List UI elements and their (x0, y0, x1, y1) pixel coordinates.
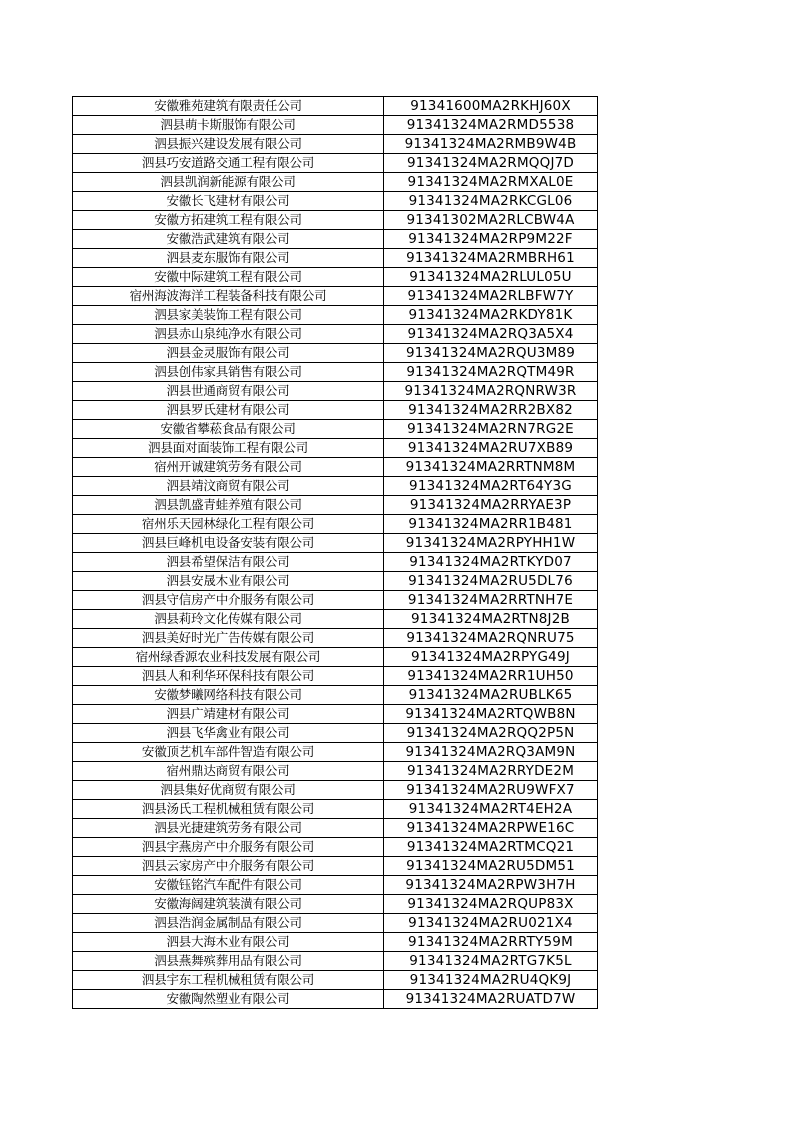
credit-code-cell: 91341324MA2RTG7K5L (384, 952, 598, 971)
company-name-cell: 泗县燕舞殡葬用品有限公司 (73, 952, 384, 971)
company-name-cell: 泗县罗氏建材有限公司 (73, 401, 384, 420)
credit-code-cell: 91341324MA2RPYG49J (384, 648, 598, 667)
credit-code-cell: 91341324MA2RQU3M89 (384, 344, 598, 363)
table-row (73, 420, 598, 439)
table-row (73, 648, 598, 667)
table-row (73, 952, 598, 971)
table-row (73, 800, 598, 819)
company-name-cell: 安徽梦曦网络科技有限公司 (73, 686, 384, 705)
credit-code-cell: 91341600MA2RKHJ60X (384, 97, 598, 116)
table-row (73, 363, 598, 382)
company-name-cell: 泗县飞华禽业有限公司 (73, 724, 384, 743)
company-name-cell: 宿州乐天园林绿化工程有限公司 (73, 515, 384, 534)
table-row (73, 686, 598, 705)
table-row (73, 401, 598, 420)
table-row (73, 458, 598, 477)
credit-code-cell: 91341324MA2RQUP83X (384, 895, 598, 914)
credit-code-cell: 91341324MA2RP9M22F (384, 230, 598, 249)
table-row (73, 173, 598, 192)
company-name-cell: 安徽海阔建筑装潢有限公司 (73, 895, 384, 914)
company-name-cell: 宿州海波海洋工程装备科技有限公司 (73, 287, 384, 306)
table-row (73, 325, 598, 344)
credit-code-cell: 91341324MA2RU7XB89 (384, 439, 598, 458)
table-row (73, 534, 598, 553)
company-name-cell: 泗县振兴建设发展有限公司 (73, 135, 384, 154)
credit-code-cell: 91341324MA2RLUL05U (384, 268, 598, 287)
credit-code-cell: 91341324MA2RUBLK65 (384, 686, 598, 705)
company-name-cell: 泗县广靖建材有限公司 (73, 705, 384, 724)
company-name-cell: 泗县宇东工程机械租赁有限公司 (73, 971, 384, 990)
company-name-cell: 泗县大海木业有限公司 (73, 933, 384, 952)
credit-code-cell: 91341324MA2RPW3H7H (384, 876, 598, 895)
credit-code-cell: 91341324MA2RR1UH50 (384, 667, 598, 686)
company-name-cell: 泗县凯盛青蛙养殖有限公司 (73, 496, 384, 515)
company-name-cell: 安徽陶然塑业有限公司 (73, 990, 384, 1009)
table-row (73, 439, 598, 458)
table-row (73, 838, 598, 857)
credit-code-cell: 91341324MA2RTQWB8N (384, 705, 598, 724)
table-row (73, 496, 598, 515)
table-row (73, 553, 598, 572)
company-name-cell: 安徽浩武建筑有限公司 (73, 230, 384, 249)
table-row (73, 857, 598, 876)
table-row (73, 933, 598, 952)
table-row (73, 591, 598, 610)
table-row (73, 306, 598, 325)
table-row (73, 876, 598, 895)
credit-code-cell: 91341324MA2RRTNH7E (384, 591, 598, 610)
credit-code-cell: 91341324MA2RUATD7W (384, 990, 598, 1009)
credit-code-cell: 91341324MA2RKDY81K (384, 306, 598, 325)
credit-code-cell: 91341324MA2RU5DL76 (384, 572, 598, 591)
table-row (73, 895, 598, 914)
credit-code-cell: 91341324MA2RLBFW7Y (384, 287, 598, 306)
table-row (73, 724, 598, 743)
credit-code-cell: 91341324MA2RRTNM8M (384, 458, 598, 477)
table-row (73, 211, 598, 230)
company-name-cell: 泗县麦东服饰有限公司 (73, 249, 384, 268)
table-row (73, 477, 598, 496)
company-name-cell: 泗县光捷建筑劳务有限公司 (73, 819, 384, 838)
table-row (73, 629, 598, 648)
company-table (72, 96, 598, 1009)
company-name-cell: 安徽省攀菘食品有限公司 (73, 420, 384, 439)
company-name-cell: 泗县创伟家具销售有限公司 (73, 363, 384, 382)
credit-code-cell: 91341324MA2RQTM49R (384, 363, 598, 382)
credit-code-cell: 91341302MA2RLCBW4A (384, 211, 598, 230)
table-row (73, 705, 598, 724)
table-row (73, 135, 598, 154)
company-table-body (73, 97, 598, 1009)
company-name-cell: 泗县世通商贸有限公司 (73, 382, 384, 401)
credit-code-cell: 91341324MA2RKCGL06 (384, 192, 598, 211)
credit-code-cell: 91341324MA2RPWE16C (384, 819, 598, 838)
table-row (73, 116, 598, 135)
table-row (73, 249, 598, 268)
table-row (73, 572, 598, 591)
company-name-cell: 泗县安晟木业有限公司 (73, 572, 384, 591)
credit-code-cell: 91341324MA2RQQ2P5N (384, 724, 598, 743)
credit-code-cell: 91341324MA2RQ3AM9N (384, 743, 598, 762)
credit-code-cell: 91341324MA2RMB9W4B (384, 135, 598, 154)
table-row (73, 154, 598, 173)
credit-code-cell: 91341324MA2RU9WFX7 (384, 781, 598, 800)
company-name-cell: 安徽方拓建筑工程有限公司 (73, 211, 384, 230)
company-name-cell: 宿州鼎达商贸有限公司 (73, 762, 384, 781)
company-name-cell: 泗县萌卡斯服饰有限公司 (73, 116, 384, 135)
credit-code-cell: 91341324MA2RRYAE3P (384, 496, 598, 515)
credit-code-cell: 91341324MA2RT4EH2A (384, 800, 598, 819)
table-row (73, 819, 598, 838)
company-name-cell: 泗县守信房产中介服务有限公司 (73, 591, 384, 610)
credit-code-cell: 91341324MA2RT64Y3G (384, 477, 598, 496)
credit-code-cell: 91341324MA2RU4QK9J (384, 971, 598, 990)
credit-code-cell: 91341324MA2RMXAL0E (384, 173, 598, 192)
table-row (73, 344, 598, 363)
table-row (73, 667, 598, 686)
table-row (73, 515, 598, 534)
table-row (73, 762, 598, 781)
table-row (73, 230, 598, 249)
table-row (73, 382, 598, 401)
table-row (73, 990, 598, 1009)
company-name-cell: 泗县巧安道路交通工程有限公司 (73, 154, 384, 173)
credit-code-cell: 91341324MA2RMD5538 (384, 116, 598, 135)
company-name-cell: 安徽中际建筑工程有限公司 (73, 268, 384, 287)
company-name-cell: 泗县靖汶商贸有限公司 (73, 477, 384, 496)
company-name-cell: 泗县家美装饰工程有限公司 (73, 306, 384, 325)
company-name-cell: 泗县集好优商贸有限公司 (73, 781, 384, 800)
credit-code-cell: 91341324MA2RTN8J2B (384, 610, 598, 629)
company-name-cell: 泗县巨峰机电设备安装有限公司 (73, 534, 384, 553)
company-name-cell: 安徽钰铭汽车配件有限公司 (73, 876, 384, 895)
company-name-cell: 安徽顶艺机车部件智造有限公司 (73, 743, 384, 762)
company-name-cell: 泗县凯润新能源有限公司 (73, 173, 384, 192)
credit-code-cell: 91341324MA2RU5DM51 (384, 857, 598, 876)
company-name-cell: 泗县浩润金属制品有限公司 (73, 914, 384, 933)
company-name-cell: 泗县赤山泉纯净水有限公司 (73, 325, 384, 344)
credit-code-cell: 91341324MA2RR2BX82 (384, 401, 598, 420)
table-row (73, 610, 598, 629)
credit-code-cell: 91341324MA2RTKYD07 (384, 553, 598, 572)
credit-code-cell: 91341324MA2RMQQJ7D (384, 154, 598, 173)
company-name-cell: 安徽长飞建材有限公司 (73, 192, 384, 211)
table-row (73, 743, 598, 762)
company-name-cell: 泗县希望保洁有限公司 (73, 553, 384, 572)
company-name-cell: 安徽雅苑建筑有限责任公司 (73, 97, 384, 116)
company-name-cell: 宿州开诚建筑劳务有限公司 (73, 458, 384, 477)
company-name-cell: 泗县美好时光广告传媒有限公司 (73, 629, 384, 648)
company-name-cell: 泗县金灵服饰有限公司 (73, 344, 384, 363)
table-row (73, 914, 598, 933)
credit-code-cell: 91341324MA2RRTY59M (384, 933, 598, 952)
table-row (73, 97, 598, 116)
credit-code-cell: 91341324MA2RTMCQ21 (384, 838, 598, 857)
credit-code-cell: 91341324MA2RPYHH1W (384, 534, 598, 553)
company-name-cell: 泗县面对面装饰工程有限公司 (73, 439, 384, 458)
company-name-cell: 泗县宇燕房产中介服务有限公司 (73, 838, 384, 857)
credit-code-cell: 91341324MA2RRYDE2M (384, 762, 598, 781)
credit-code-cell: 91341324MA2RQ3A5X4 (384, 325, 598, 344)
credit-code-cell: 91341324MA2RMBRH61 (384, 249, 598, 268)
company-name-cell: 泗县莉玲文化传媒有限公司 (73, 610, 384, 629)
credit-code-cell: 91341324MA2RQNRU75 (384, 629, 598, 648)
table-row (73, 781, 598, 800)
credit-code-cell: 91341324MA2RU021X4 (384, 914, 598, 933)
company-name-cell: 泗县云家房产中介服务有限公司 (73, 857, 384, 876)
company-name-cell: 宿州绿香源农业科技发展有限公司 (73, 648, 384, 667)
company-name-cell: 泗县人和利华环保科技有限公司 (73, 667, 384, 686)
credit-code-cell: 91341324MA2RQNRW3R (384, 382, 598, 401)
table-row (73, 268, 598, 287)
table-row (73, 287, 598, 306)
table-row (73, 192, 598, 211)
credit-code-cell: 91341324MA2RN7RG2E (384, 420, 598, 439)
table-row (73, 971, 598, 990)
credit-code-cell: 91341324MA2RR1B481 (384, 515, 598, 534)
company-name-cell: 泗县汤氏工程机械租赁有限公司 (73, 800, 384, 819)
